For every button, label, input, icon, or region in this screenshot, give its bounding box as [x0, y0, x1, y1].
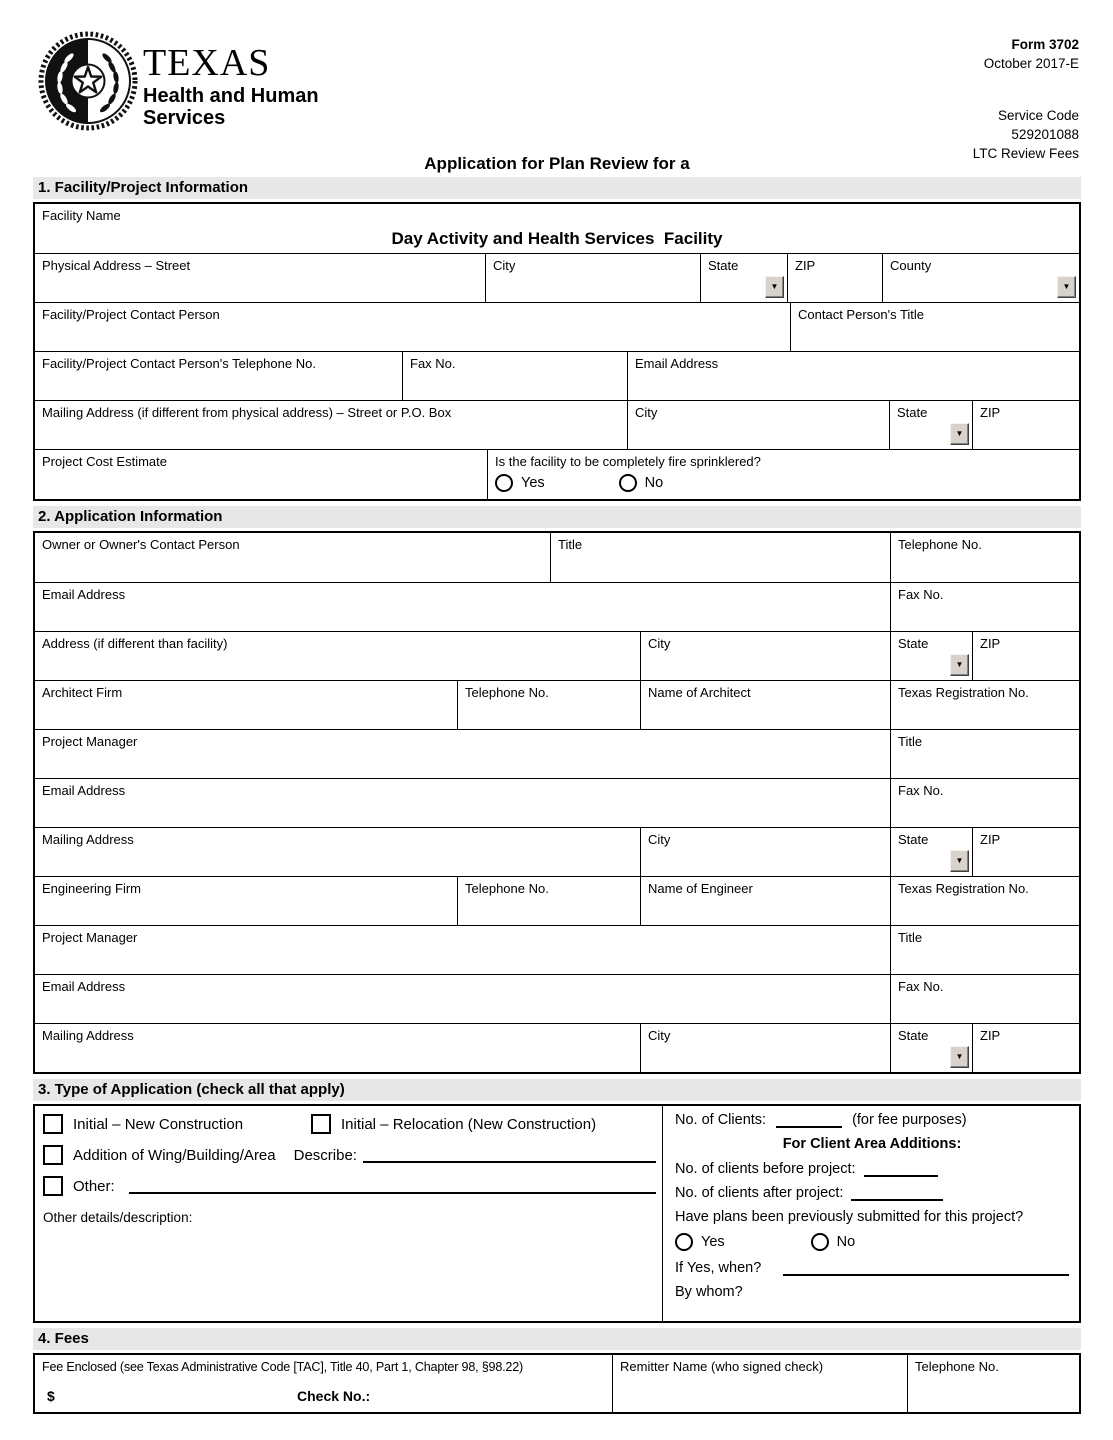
other-details-area[interactable]	[43, 1225, 656, 1315]
section4-box	[33, 1353, 1081, 1414]
no-label: No	[836, 1234, 856, 1250]
no-of-clients-blank[interactable]	[776, 1112, 842, 1128]
check-no-label: Check No.:	[297, 1388, 371, 1404]
city-label: City	[493, 258, 516, 273]
clients-before-label: No. of clients before project:	[675, 1161, 856, 1177]
mailing-address-label: Mailing Address	[42, 832, 134, 847]
engineer-email-field[interactable]	[35, 975, 890, 1023]
owner-email-field[interactable]	[35, 583, 890, 631]
project-manager-label: Project Manager	[42, 734, 138, 749]
contact-person-title-field[interactable]	[790, 303, 1079, 351]
describe-blank[interactable]	[363, 1147, 656, 1163]
engineer-pm-title-field[interactable]	[890, 926, 1079, 974]
telephone-label: Telephone No.	[898, 537, 982, 552]
city-label: City	[648, 832, 671, 847]
sprinkler-question-label: Is the facility to be completely fire sprinklered?	[495, 454, 761, 469]
remitter-name-label: Remitter Name (who signed check)	[620, 1359, 824, 1374]
fax-label: Fax No.	[410, 356, 456, 371]
state-dropdown-icon[interactable]: ▼	[950, 423, 969, 445]
form-meta	[984, 35, 1079, 73]
owner-fax-field[interactable]	[890, 583, 1079, 631]
mailing-zip-field[interactable]	[972, 401, 1079, 449]
owner-address-label: Address (if different than facility)	[42, 636, 228, 651]
architect-firm-field[interactable]	[35, 681, 457, 729]
architect-state-field[interactable]	[890, 828, 972, 876]
clients-after-label: No. of clients after project:	[675, 1185, 844, 1201]
state-dropdown-icon[interactable]: ▼	[950, 1046, 969, 1068]
project-manager-label: Project Manager	[42, 930, 138, 945]
other-checkbox[interactable]	[43, 1176, 63, 1196]
texas-registration-label: Texas Registration No.	[898, 881, 1029, 896]
contact-phone-field[interactable]	[35, 352, 402, 400]
email-label: Email Address	[42, 979, 126, 994]
if-yes-when-blank[interactable]	[783, 1260, 1069, 1276]
sprinkler-question-cell	[487, 450, 1079, 499]
form-number: Form 3702	[1011, 37, 1079, 52]
architect-fax-field[interactable]	[890, 779, 1079, 827]
mailing-state-field[interactable]	[889, 401, 972, 449]
contact-phone-label: Facility/Project Contact Person's Telephone No.	[42, 356, 316, 371]
architect-name-label: Name of Architect	[648, 685, 751, 700]
architect-pm-field[interactable]	[35, 730, 890, 778]
owner-contact-label: Owner or Owner's Contact Person	[42, 537, 240, 552]
physical-city-field[interactable]	[485, 254, 700, 302]
title-label: Title	[898, 734, 923, 749]
no-label: No	[644, 475, 664, 491]
logo-agency-line2: Services	[143, 107, 226, 129]
architect-email-field[interactable]	[35, 779, 890, 827]
engineer-pm-field[interactable]	[35, 926, 890, 974]
owner-zip-field[interactable]	[972, 632, 1079, 680]
previously-submitted-question: Have plans been previously submitted for this project?	[675, 1209, 1024, 1225]
city-label: City	[648, 636, 671, 651]
client-area-additions-heading: For Client Area Additions:	[782, 1136, 962, 1152]
county-dropdown-icon[interactable]: ▼	[1057, 276, 1076, 298]
texas-registration-label: Texas Registration No.	[898, 685, 1029, 700]
owner-address-field[interactable]	[35, 632, 640, 680]
physical-zip-field[interactable]	[787, 254, 882, 302]
remitter-phone-field[interactable]	[907, 1355, 1079, 1412]
fee-enclosed-label: Fee Enclosed (see Texas Administrative Code [TAC], Title 40, Part 1, Chapter 98, §98.22)	[42, 1360, 524, 1374]
mailing-city-field[interactable]	[627, 401, 889, 449]
service-code-program: LTC Review Fees	[972, 146, 1079, 161]
email-label: Email Address	[635, 356, 719, 371]
section2-box	[33, 531, 1081, 1074]
owner-state-field[interactable]	[890, 632, 972, 680]
city-label: City	[635, 405, 658, 420]
submitted-yes-radio[interactable]	[675, 1233, 693, 1251]
logo-agency-line1: Health and Human	[143, 85, 319, 107]
initial-relocation-checkbox[interactable]	[311, 1114, 331, 1134]
yes-label: Yes	[701, 1234, 725, 1250]
engineer-city-field[interactable]	[640, 1024, 890, 1072]
application-type-panel	[35, 1106, 662, 1321]
email-label: Email Address	[42, 587, 126, 602]
form-edition: October 2017-E	[983, 56, 1079, 71]
yes-label: Yes	[521, 475, 545, 491]
telephone-label: Telephone No.	[915, 1359, 999, 1374]
fax-label: Fax No.	[898, 979, 944, 994]
initial-new-construction-checkbox[interactable]	[43, 1114, 63, 1134]
facility-name-field[interactable]	[35, 204, 1079, 253]
engineer-name-field[interactable]	[640, 877, 890, 925]
project-cost-field[interactable]	[35, 450, 487, 499]
addition-wing-checkbox[interactable]	[43, 1145, 63, 1165]
owner-city-field[interactable]	[640, 632, 890, 680]
architect-pm-title-field[interactable]	[890, 730, 1079, 778]
engineer-phone-field[interactable]	[457, 877, 640, 925]
mailing-address-field[interactable]	[35, 401, 627, 449]
state-dropdown-icon[interactable]: ▼	[765, 276, 784, 298]
contact-person-title-label: Contact Person's Title	[798, 307, 925, 322]
contact-person-label: Facility/Project Contact Person	[42, 307, 220, 322]
sprinkler-yes-radio[interactable]	[495, 474, 513, 492]
contact-person-field[interactable]	[35, 303, 790, 351]
county-label: County	[890, 258, 932, 273]
section3-box	[33, 1104, 1081, 1323]
service-code-value: 529201088	[1011, 127, 1079, 142]
project-cost-label: Project Cost Estimate	[42, 454, 167, 469]
describe-label: Describe:	[293, 1146, 357, 1164]
physical-state-field[interactable]	[700, 254, 787, 302]
fee-purposes-label: (for fee purposes)	[852, 1112, 967, 1128]
engineer-state-field[interactable]	[890, 1024, 972, 1072]
clients-before-blank[interactable]	[864, 1161, 938, 1177]
architect-zip-field[interactable]	[972, 828, 1079, 876]
zip-label: ZIP	[980, 1028, 1001, 1043]
other-label: Other:	[73, 1177, 115, 1195]
fax-label: Fax No.	[898, 783, 944, 798]
architect-registration-field[interactable]	[890, 681, 1079, 729]
state-label: State	[898, 1028, 929, 1043]
title-label: Title	[558, 537, 583, 552]
section1-heading: 1. Facility/Project Information	[33, 177, 1081, 199]
state-dropdown-icon[interactable]: ▼	[950, 850, 969, 872]
zip-label: ZIP	[980, 636, 1001, 651]
county-field[interactable]	[882, 254, 1079, 302]
engineering-firm-field[interactable]	[35, 877, 457, 925]
telephone-label: Telephone No.	[465, 881, 549, 896]
service-code-block	[973, 106, 1079, 163]
architect-city-field[interactable]	[640, 828, 890, 876]
sprinkler-no-radio[interactable]	[619, 474, 637, 492]
engineer-name-label: Name of Engineer	[648, 881, 753, 896]
title-label: Title	[898, 930, 923, 945]
engineer-mailing-field[interactable]	[35, 1024, 640, 1072]
section4-heading: 4. Fees	[33, 1328, 1081, 1350]
mailing-address-label: Mailing Address (if different from physical address) – Street or P.O. Box	[42, 405, 452, 420]
contact-fax-field[interactable]	[402, 352, 627, 400]
architect-firm-label: Architect Firm	[42, 685, 123, 700]
engineer-registration-field[interactable]	[890, 877, 1079, 925]
no-of-clients-label: No. of Clients:	[675, 1112, 767, 1128]
engineer-fax-field[interactable]	[890, 975, 1079, 1023]
section2-heading: 2. Application Information	[33, 506, 1081, 528]
physical-address-label: Physical Address – Street	[42, 258, 191, 273]
state-label: State	[897, 405, 928, 420]
owner-contact-field[interactable]	[35, 533, 550, 582]
architect-phone-field[interactable]	[457, 681, 640, 729]
architect-mailing-field[interactable]	[35, 828, 640, 876]
addition-wing-label: Addition of Wing/Building/Area	[73, 1146, 276, 1164]
physical-address-field[interactable]	[35, 254, 485, 302]
architect-name-field[interactable]	[640, 681, 890, 729]
form-title-line1: Application for Plan Review for a	[424, 154, 690, 173]
section1-box	[33, 202, 1081, 501]
owner-title-field[interactable]	[550, 533, 890, 582]
logo-state-name: TEXAS	[143, 42, 271, 84]
state-label: State	[708, 258, 739, 273]
dollar-sign-label: $	[47, 1388, 55, 1404]
state-dropdown-icon[interactable]: ▼	[950, 654, 969, 676]
contact-email-field[interactable]	[627, 352, 1079, 400]
fax-label: Fax No.	[898, 587, 944, 602]
remitter-name-field[interactable]	[612, 1355, 907, 1412]
engineer-zip-field[interactable]	[972, 1024, 1079, 1072]
form-title-line2: Day Activity and Health Services Facility	[391, 229, 723, 248]
owner-phone-field[interactable]	[890, 533, 1079, 582]
clients-after-blank[interactable]	[851, 1185, 943, 1201]
mailing-address-label: Mailing Address	[42, 1028, 134, 1043]
initial-relocation-label: Initial – Relocation (New Construction)	[341, 1115, 597, 1133]
submitted-no-radio[interactable]	[811, 1233, 829, 1251]
telephone-label: Telephone No.	[465, 685, 549, 700]
email-label: Email Address	[42, 783, 126, 798]
zip-label: ZIP	[980, 405, 1001, 420]
facility-name-label: Facility Name	[42, 208, 121, 223]
state-label: State	[898, 832, 929, 847]
clients-panel	[662, 1106, 1079, 1321]
zip-label: ZIP	[795, 258, 816, 273]
section3-heading: 3. Type of Application (check all that apply)	[33, 1079, 1081, 1101]
if-yes-when-label: If Yes, when?	[675, 1260, 762, 1276]
zip-label: ZIP	[980, 832, 1001, 847]
other-details-label: Other details/description:	[43, 1210, 193, 1225]
initial-new-construction-label: Initial – New Construction	[73, 1115, 244, 1133]
state-label: State	[898, 636, 929, 651]
by-whom-label: By whom?	[675, 1284, 743, 1300]
engineering-firm-label: Engineering Firm	[42, 881, 141, 896]
city-label: City	[648, 1028, 671, 1043]
other-blank[interactable]	[129, 1178, 656, 1194]
fee-enclosed-field[interactable]	[35, 1355, 612, 1412]
service-code-label: Service Code	[997, 108, 1079, 123]
